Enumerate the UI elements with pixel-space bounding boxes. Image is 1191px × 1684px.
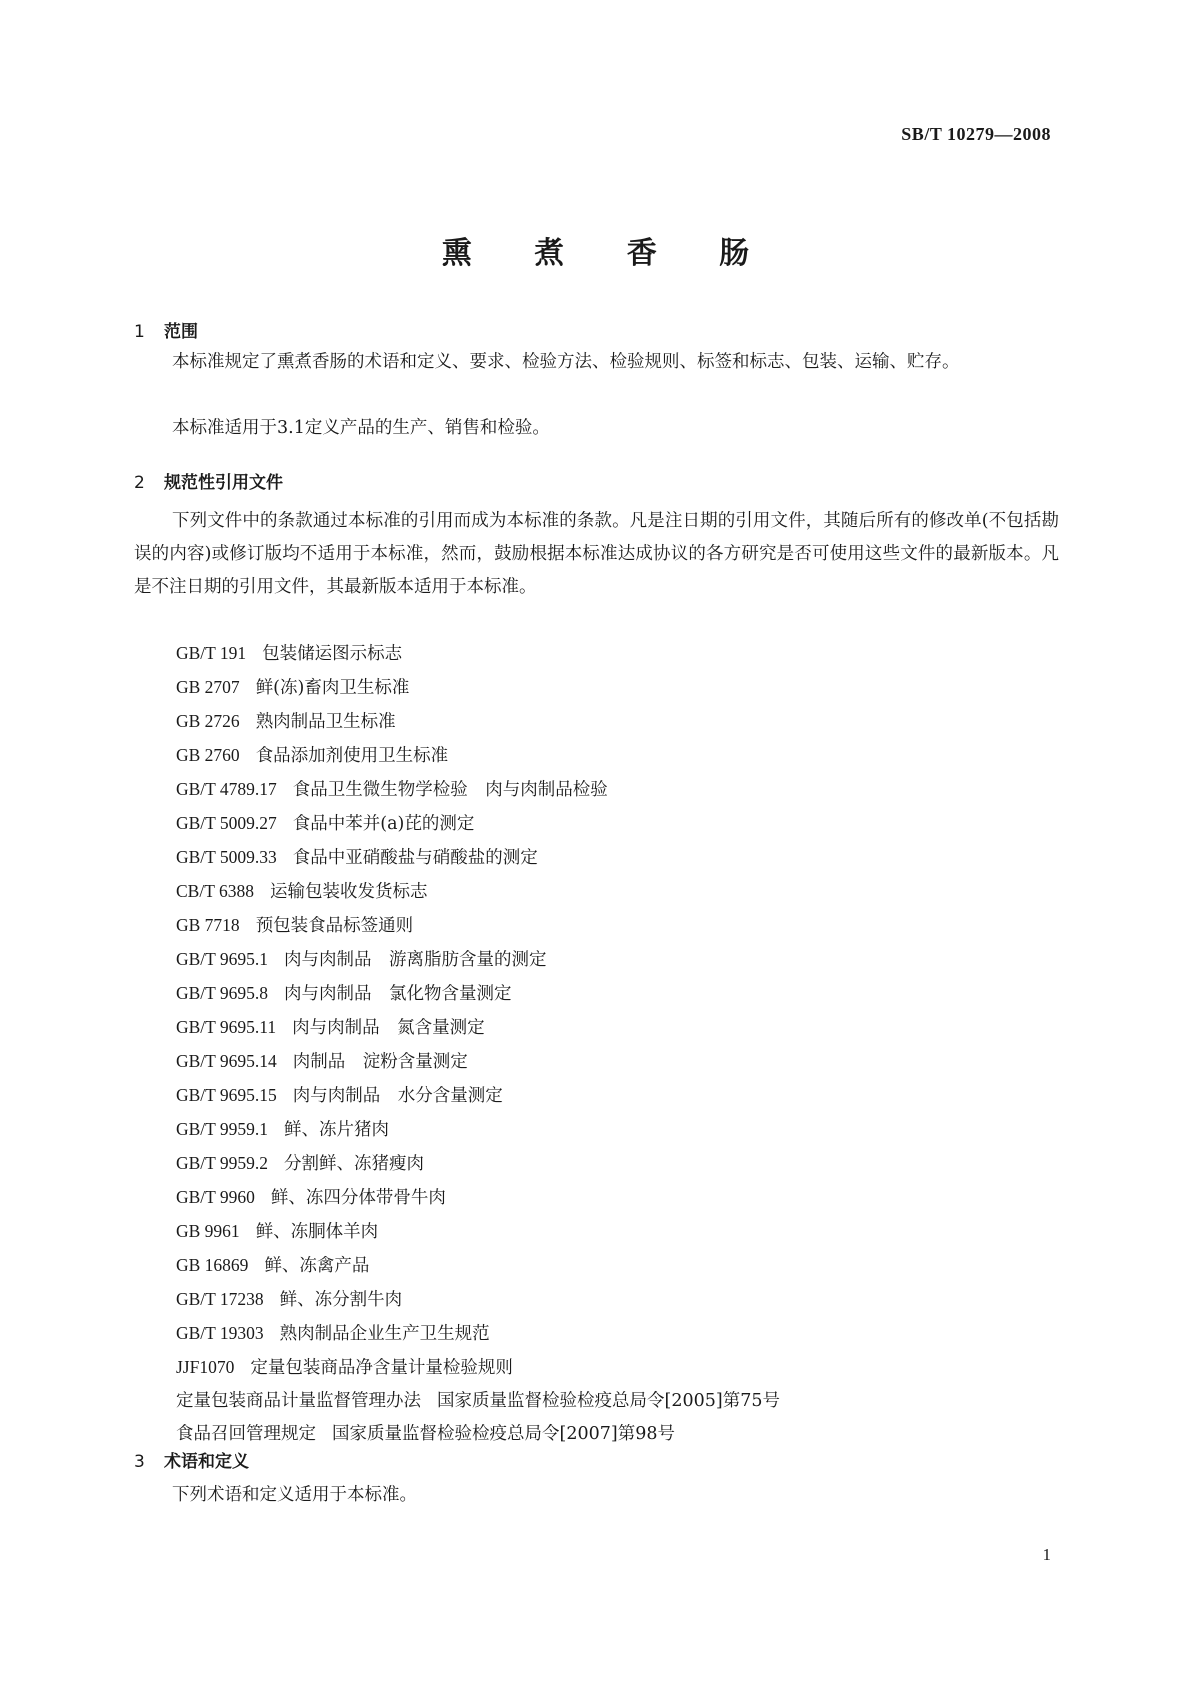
section-heading-normative-references	[134, 468, 283, 493]
reference-item: GB/T 9695.15 肉与肉制品 水分含量测定	[176, 1085, 503, 1106]
reference-list	[176, 637, 780, 1451]
reference-item: GB/T 9695.14 肉制品 淀粉含量测定	[176, 1051, 468, 1072]
reference-item: GB 2760 食品添加剂使用卫生标准	[176, 745, 449, 766]
section-heading-terms	[134, 1447, 249, 1472]
reference-item: GB/T 17238 鲜、冻分割牛肉	[176, 1289, 403, 1310]
reference-item: GB 9961 鲜、冻胴体羊肉	[176, 1221, 379, 1242]
reference-item: 定量包装商品计量监督管理办法 国家质量监督检验检疫总局令[2005]第75号	[176, 1391, 780, 1411]
section-number: 1	[134, 322, 145, 342]
scope-paragraph-2: 本标准适用于3.1定义产品的生产、销售和检验。	[172, 418, 550, 438]
standard-code: SB/T 10279—2008	[901, 124, 1051, 144]
references-intro-paragraph: 下列文件中的条款通过本标准的引用而成为本标准的条款。凡是注日期的引用文件，其随后所有的修改单(不包括勘误的内容)或修订版均不适用于本标准，然而，鼓励根据本标准达成协议的各方研究是否可使用这些文件的最新版本。凡是不注日期的引用文件，其最新版本适用于本标准。	[134, 511, 1059, 597]
reference-item: GB 16869 鲜、冻禽产品	[176, 1255, 370, 1276]
reference-item: GB 7718 预包装食品标签通则	[176, 915, 414, 936]
section-number: 3	[134, 1452, 145, 1472]
document-title: 熏 煮 香 肠	[441, 236, 776, 271]
section-title: 术语和定义	[164, 1452, 249, 1472]
section-title: 规范性引用文件	[164, 473, 283, 493]
reference-item: GB/T 9695.1 肉与肉制品 游离脂肪含量的测定	[176, 949, 547, 970]
reference-item: GB/T 4789.17 食品卫生微生物学检验 肉与肉制品检验	[176, 779, 608, 800]
page-number: 1	[1042, 1545, 1051, 1564]
reference-item: GB/T 191 包装储运图示标志	[176, 643, 403, 664]
reference-item: GB/T 9959.1 鲜、冻片猪肉	[176, 1119, 390, 1140]
terms-intro-paragraph: 下列术语和定义适用于本标准。	[172, 1485, 417, 1505]
reference-item: JJF1070 定量包装商品净含量计量检验规则	[176, 1357, 513, 1378]
reference-item: GB 2707 鲜(冻)畜肉卫生标准	[176, 677, 410, 698]
scope-paragraph-1: 本标准规定了熏煮香肠的术语和定义、要求、检验方法、检验规则、标签和标志、包装、运输、贮存。	[172, 352, 960, 372]
reference-item: GB/T 5009.27 食品中苯并(a)芘的测定	[176, 813, 475, 834]
reference-item: GB/T 9695.8 肉与肉制品 氯化物含量测定	[176, 983, 512, 1004]
reference-item: GB/T 19303 熟肉制品企业生产卫生规范	[176, 1323, 490, 1344]
reference-item: GB/T 9695.11 肉与肉制品 氮含量测定	[176, 1017, 485, 1038]
reference-item: GB/T 5009.33 食品中亚硝酸盐与硝酸盐的测定	[176, 847, 538, 868]
section-number: 2	[134, 473, 145, 493]
reference-item: 食品召回管理规定 国家质量监督检验检疫总局令[2007]第98号	[176, 1424, 675, 1444]
reference-item: GB 2726 熟肉制品卫生标准	[176, 711, 396, 732]
reference-item: GB/T 9959.2 分割鲜、冻猪瘦肉	[176, 1153, 425, 1174]
section-title: 范围	[164, 322, 198, 342]
reference-item: GB/T 9960 鲜、冻四分体带骨牛肉	[176, 1187, 446, 1208]
section-heading-scope	[134, 317, 198, 342]
reference-item: CB/T 6388 运输包装收发货标志	[176, 881, 428, 902]
